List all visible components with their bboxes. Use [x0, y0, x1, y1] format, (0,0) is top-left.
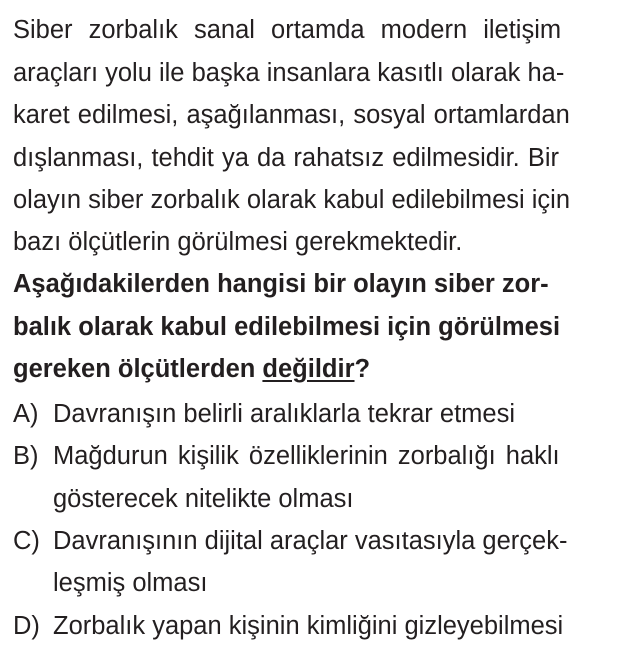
- option-text: Davranışının dijital araçlar vasıtasıyla gerçek-: [53, 527, 568, 555]
- option-text: Zorbalık yapan kişinin kimliğini gizleyebilmesi: [53, 612, 564, 640]
- question-line-prefix: gereken ölçütlerden: [13, 355, 263, 383]
- option-text: Davranışın belirli aralıklarla tekrar etmesi: [53, 400, 515, 428]
- passage-line: dışlanması, tehdit ya da rahatsız edilmesidir. Bir: [13, 144, 559, 172]
- question-line-suffix: ?: [354, 355, 371, 383]
- passage-line: bazı ölçütlerin görülmesi gerekmektedir.: [13, 228, 463, 256]
- question-line: Aşağıdakilerden hangisi bir olayın siber zor-: [13, 270, 549, 298]
- question-emphasis: değildir: [262, 355, 355, 383]
- passage-line: Siber zorbalık sanal ortamda modern iletişim: [13, 16, 562, 44]
- option-text: leşmiş olması: [53, 569, 208, 597]
- question-line: balık olarak kabul edilebilmesi için görülmesi: [13, 313, 561, 341]
- option-letter: C): [13, 527, 40, 555]
- question-line: [13, 357, 370, 383]
- option-text: gösterecek nitelikte olması: [53, 485, 354, 513]
- option-letter: D): [13, 612, 40, 640]
- passage-line: karet edilmesi, aşağılanması, sosyal ortamlardan: [13, 101, 570, 129]
- option-text: Mağdurun kişilik özelliklerinin zorbalığı haklı: [53, 442, 560, 470]
- option-letter: B): [13, 442, 39, 470]
- passage-line: araçları yolu ile başka insanlara kasıtlı olarak ha-: [13, 59, 565, 87]
- option-letter: A): [13, 400, 39, 428]
- passage-line: olayın siber zorbalık olarak kabul edilebilmesi için: [13, 186, 571, 214]
